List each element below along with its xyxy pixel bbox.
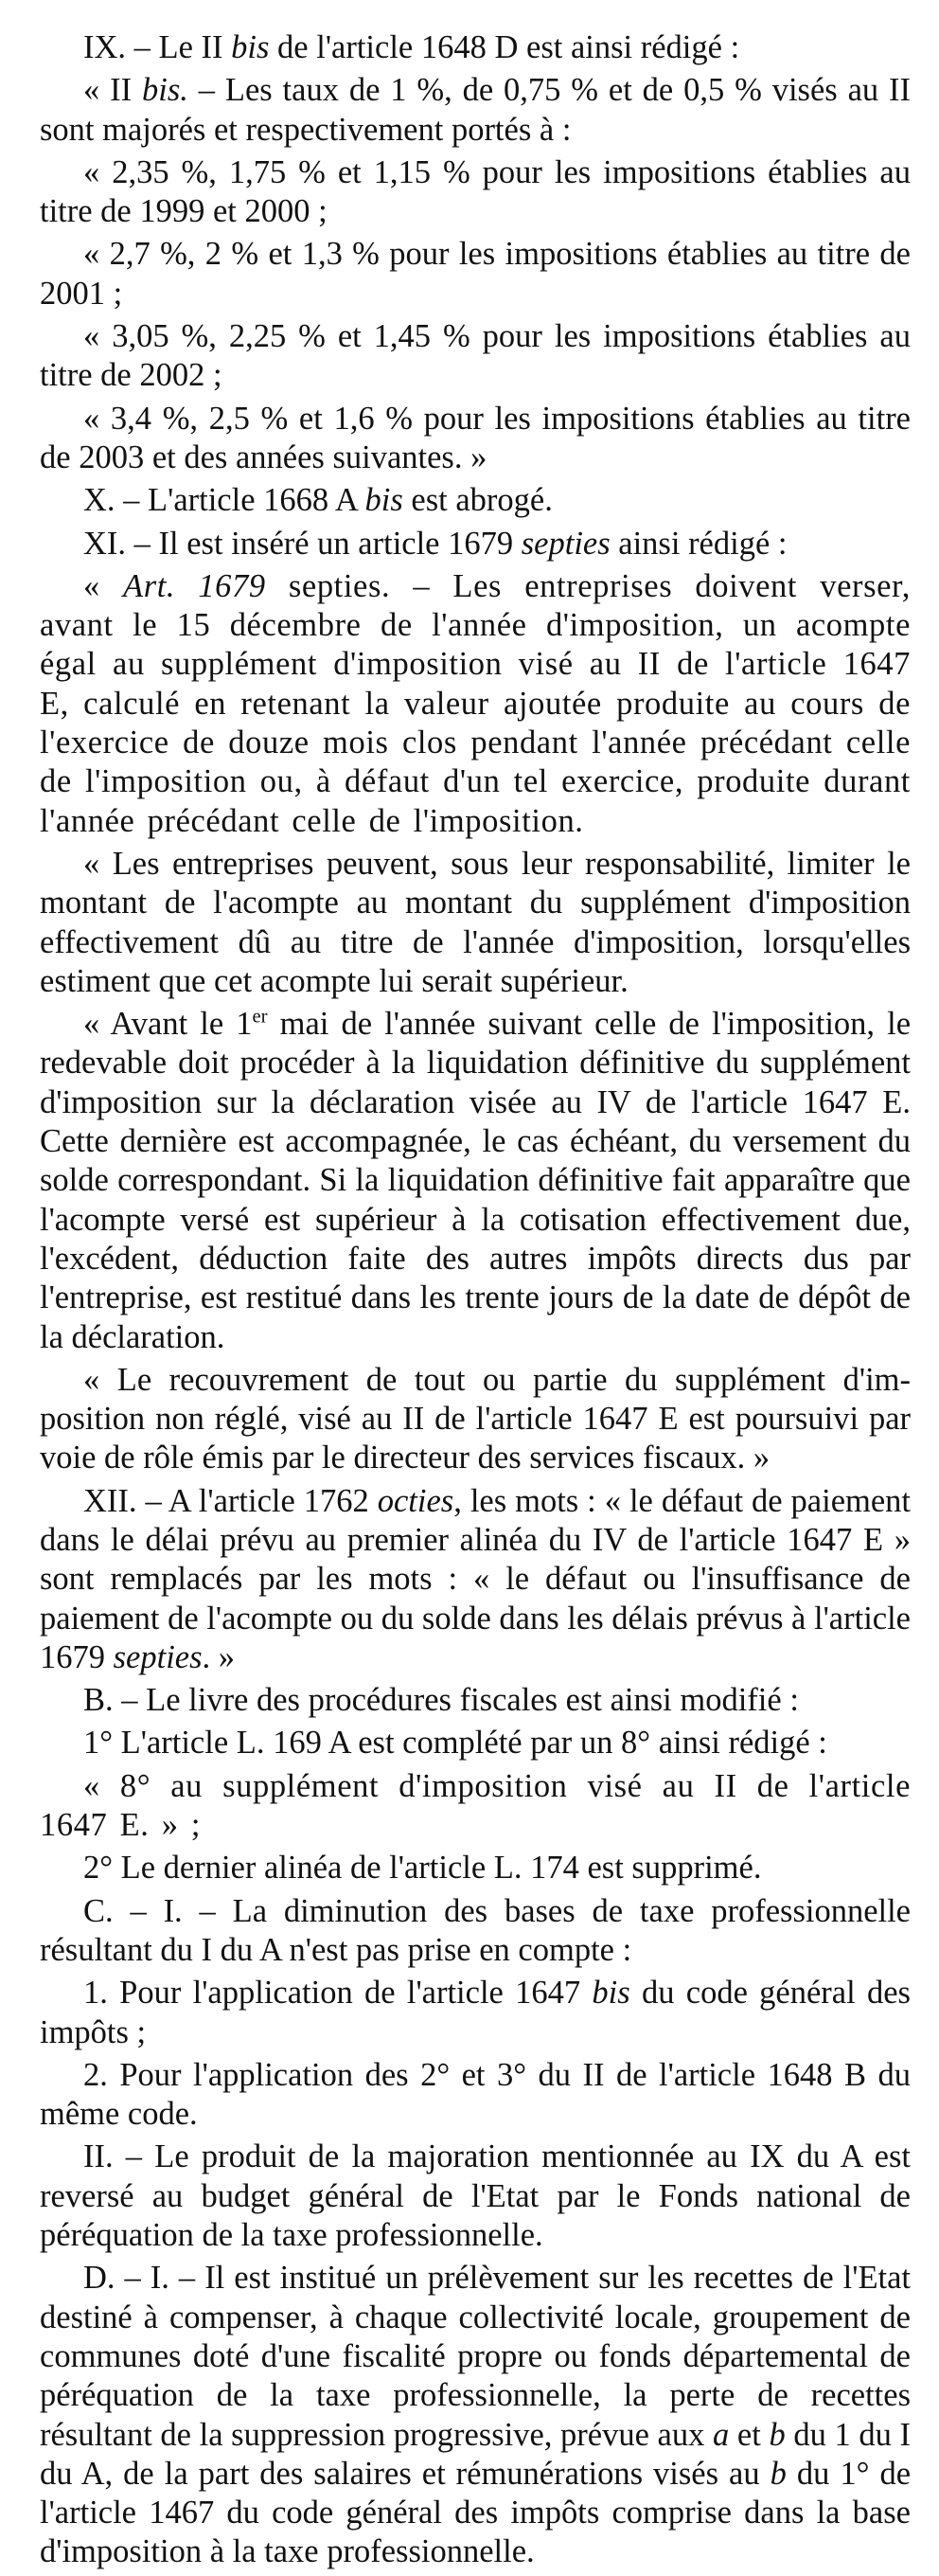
text-segment: XI. – Il est inséré un article 1679 — [83, 525, 522, 562]
italic-text: septies — [113, 1638, 203, 1675]
document-page — [40, 28, 911, 2576]
text-segment: « Les entreprises peuvent, sous leur responsabilité, limiter le montant de l'acompte au montant du supplément d'imposition effectivement dû au titre de l'année d'imposition, lorsqu'elles estiment que cet acompte lui serait supérieur. — [40, 845, 911, 999]
text-segment: XII. – A l'article 1762 — [83, 1482, 378, 1519]
text-segment: D. – I. – Il est institué un prélèvement sur les recettes de l'Etat destiné à compenser, à chaque collectivité locale, groupement de communes doté d'une fiscalité propre ou fonds départemental de péréquation de la taxe professionnelle, la perte de recettes résultant de la suppression progressive, prévue aux — [40, 2260, 911, 2453]
text-segment: « 3,4 %, 2,5 % et 1,6 % pour les impositions établies au titre de 2003 et des années suivantes. » — [40, 400, 911, 475]
text-segment: IX. – Le II — [83, 29, 232, 65]
text-segment: II. – Le produit de la majoration mentionnée au IX du A est reversé au budget général de l'Etat par le Fonds national de péréquation de la taxe professionnelle. — [40, 2138, 911, 2254]
text-segment: B. – Le livre des procédures fiscales est ainsi modifié : — [83, 1682, 799, 1719]
text-segment: « 2,35 %, 1,75 % et 1,15 % pour les impositions établies au titre de 1999 et 2000 ; — [40, 153, 911, 230]
italic-text: bis. — [141, 72, 188, 109]
paragraph-taux-2003 — [40, 400, 911, 478]
paragraph-d-i — [40, 2259, 911, 2571]
text-segment: du 1° de l'article 1467 du code général des impôts comprise dans la base d'imposition à la taxe professionnelle. — [40, 2455, 912, 2570]
text-segment: 1. Pour l'application de l'article 1647 — [83, 1975, 593, 2012]
text-segment: 1° L'article L. 169 A est complété par un 8° ainsi rédigé : — [83, 1725, 827, 1762]
text-segment: – Les taux de 1 %, de 0,75 % et de 0,5 % visés au II sont majorés et respectivement portés à : — [40, 72, 911, 148]
text-segment: 2. Pour l'application des 2° et 3° du II de l'article 1648 B du même code. — [40, 2056, 911, 2133]
italic-text: b — [770, 2455, 787, 2492]
paragraph-xi — [40, 525, 911, 564]
paragraph-b — [40, 1681, 911, 1720]
text-segment: ainsi rédigé : — [610, 525, 788, 562]
text-segment: de l'article 1648 D est ainsi rédigé : — [269, 29, 740, 65]
paragraph-recouvrement — [40, 1361, 911, 1478]
paragraph-liquidation — [40, 1005, 911, 1357]
text-segment: « 8° au supplément d'imposition visé au II de l'article 1647 E. » ; — [40, 1767, 911, 1844]
paragraph-c-2 — [40, 2056, 911, 2135]
paragraph-art-1679 — [40, 567, 911, 841]
text-segment: , les mots : « le défaut de paiement dans le délai prévu au premier alinéa du IV de l'article 1647 E » sont remplacés par les mots : « le défaut ou l'insuffisance de paiement de l'acompte ou du solde dans les délais prévus à l'article 1679 — [40, 1482, 911, 1675]
text-segment: « 2,7 %, 2 % et 1,3 % pour les impositions établies au titre de 2001 ; — [40, 236, 911, 312]
italic-text: octies — [377, 1482, 454, 1519]
paragraph-c-ii — [40, 2138, 911, 2255]
italic-text: bis — [364, 482, 403, 519]
paragraph-xii — [40, 1482, 911, 1677]
text-segment: mai de l'année suivant celle de l'imposition, le redevable doit procéder à la liquidation définitive du supplément d'imposition sur la déclaration visée au IV de l'article 1647 E. Cette dernière est accompagnée, le cas échéant, du versement du solde correspondant. Si la liquidation définitive fait apparaître que l'acompte versé est supérieur à la cotisation effectivement due, l'excédent, déduction faite des autres impôts directs dus par l'entreprise, est restitué dans les trente jours de la date de dépôt de la déclaration. — [40, 1006, 912, 1355]
italic-text: b — [769, 2416, 786, 2453]
text-segment: est abrogé. — [402, 482, 553, 519]
italic-text: bis — [592, 1975, 630, 2012]
paragraph-ix — [40, 28, 911, 67]
text-segment: « — [83, 567, 124, 604]
text-segment: du 1 du I du A, de la part des salaires et rémunérations visés au — [40, 2416, 911, 2492]
text-segment: et — [729, 2416, 770, 2453]
paragraph-x — [40, 481, 911, 520]
text-segment: « 3,05 %, 2,25 % et 1,45 % pour les impositions établies au titre de 2002 ; — [40, 318, 911, 394]
text-segment: X. – L'article 1668 A — [83, 482, 365, 519]
text-segment: 2° Le dernier alinéa de l'article L. 174 est supprimé. — [83, 1850, 762, 1887]
italic-text: septies — [521, 525, 611, 562]
paragraph-b-8 — [40, 1767, 911, 1846]
text-segment: « Le recouvrement de tout ou partie du supplément d'imposition non réglé, visé au II de l'article 1647 E est poursuivi par voie de rôle émis par le directeur des services fiscaux. » — [40, 1361, 911, 1476]
italic-text: bis — [231, 29, 270, 65]
paragraph-b-1 — [40, 1724, 911, 1762]
text-segment: septies. – Les entreprises doivent verser, avant le 15 décembre de l'année d'imposition, un acompte égal au supplément d'imposition visé au II de l'article 1647 E, calculé en retenant la valeur ajoutée produite au cours de l'exercice de douze mois clos pendant l'année précédant celle de l'imposition ou, à défaut d'un tel exercice, produite durant l'année précédant celle de l'imposition. — [40, 567, 911, 839]
italic-text: a — [713, 2416, 730, 2453]
text-segment: « II — [83, 72, 142, 109]
text-segment: . » — [202, 1638, 236, 1675]
text-segment: du code général des impôts ; — [40, 1975, 911, 2050]
paragraph-b-2 — [40, 1849, 911, 1887]
paragraph-taux-1999 — [40, 153, 911, 232]
italic-text: Art. 1679 — [123, 567, 266, 604]
superscript-text: er — [252, 1006, 268, 1028]
text-segment: C. – I. – La diminution des bases de taxe professionnelle résultant du I du A n'est pas prise en compte : — [40, 1892, 911, 1968]
paragraph-taux-2002 — [40, 317, 911, 396]
paragraph-c-i — [40, 1892, 911, 1971]
paragraph-c-1 — [40, 1974, 911, 2052]
paragraph-limiter — [40, 845, 911, 1001]
paragraph-taux-2001 — [40, 235, 911, 313]
text-segment: « Avant le 1 — [83, 1006, 253, 1043]
paragraph-ii-bis — [40, 71, 911, 150]
